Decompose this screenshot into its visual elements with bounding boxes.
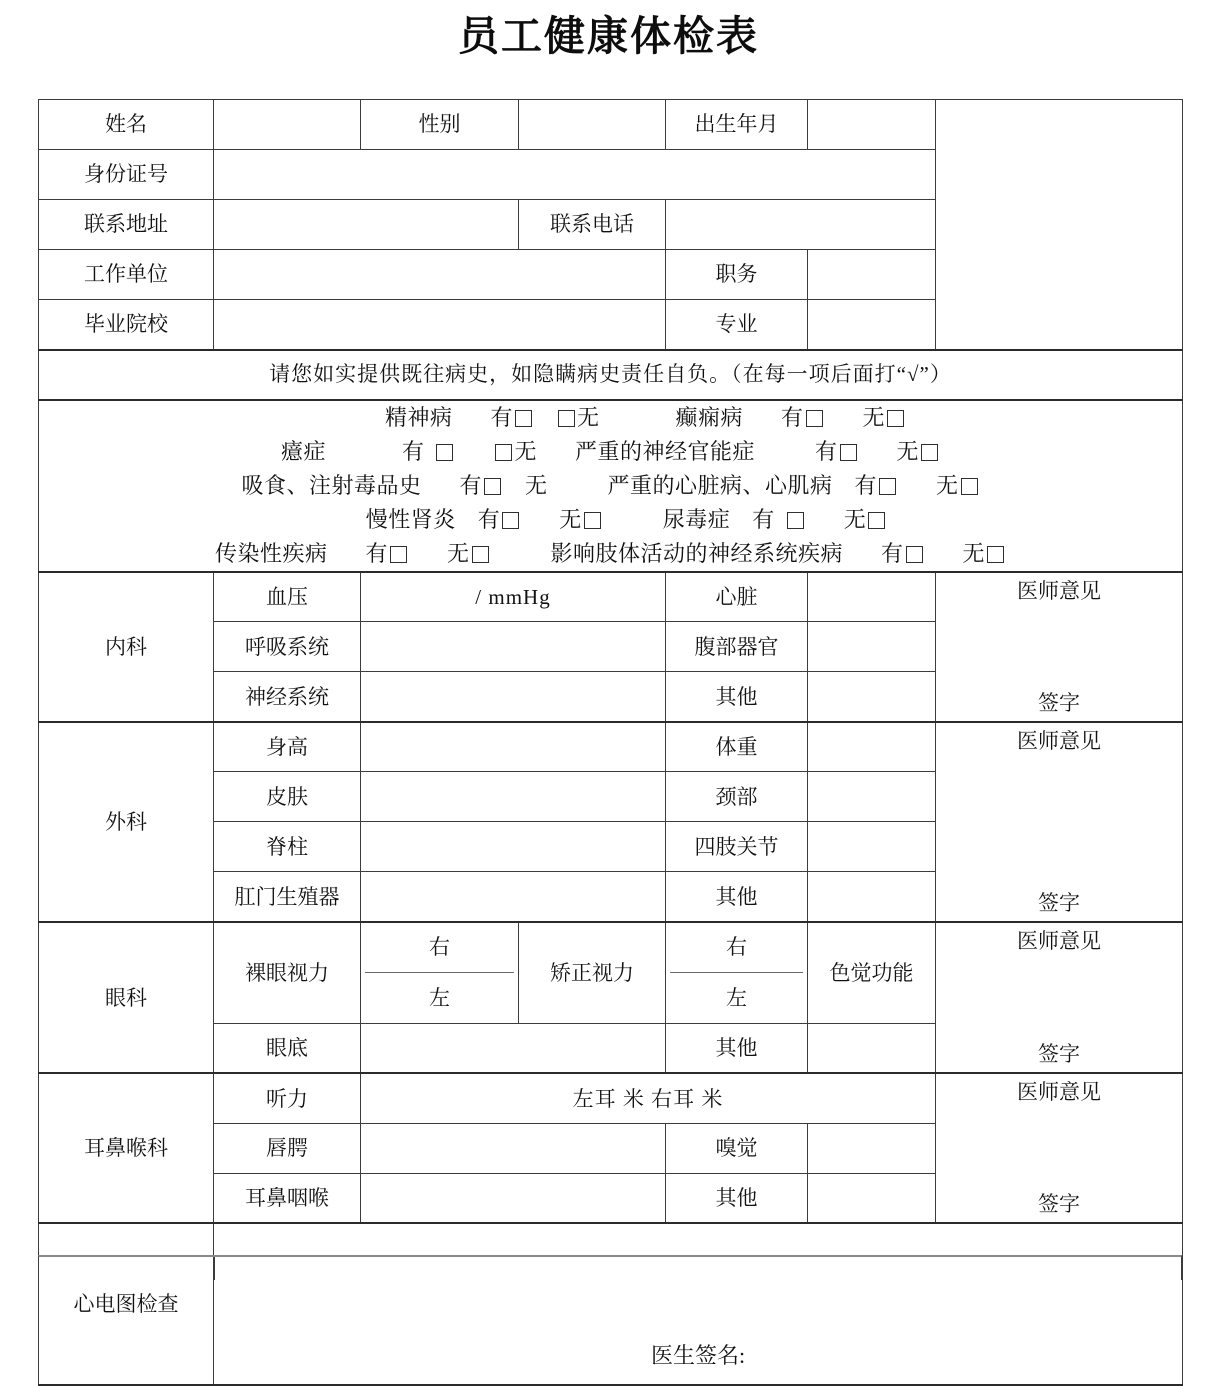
field-internal-other[interactable]: [808, 672, 936, 722]
checkbox-hysteria-no[interactable]: [495, 444, 512, 461]
label-respiratory: 呼吸系统: [214, 622, 361, 672]
history-line-2: [43, 435, 1178, 469]
history-label-uremia: 尿毒症: [662, 506, 731, 532]
checkbox-uremia-no[interactable]: [868, 512, 885, 529]
label-surgery-other: 其他: [666, 872, 808, 922]
corrected-vision-left[interactable]: 左: [726, 985, 747, 1010]
checkbox-uremia-yes[interactable]: [787, 512, 804, 529]
history-no-label: 无: [843, 506, 867, 532]
history-notice-text: 请您如实提供既往病史，如隐瞒病史责任自负。（在每一项后面打“√”）: [39, 350, 1183, 400]
naked-vision-values: [361, 922, 519, 1024]
field-school[interactable]: [214, 300, 666, 350]
field-ophthalmology-other[interactable]: [808, 1023, 936, 1073]
history-label-hysteria: 癔症: [280, 438, 326, 464]
history-item-uremia: [663, 503, 888, 537]
ent-doctor-opinion: 医师意见: [1017, 1080, 1101, 1105]
label-nervous-system: 神经系统: [214, 672, 361, 722]
label-phone: 联系电话: [519, 200, 666, 250]
history-yes-label: 有: [881, 540, 904, 566]
history-label-neurosis: 严重的神经官能症: [575, 438, 756, 464]
label-gender: 性别: [361, 100, 519, 150]
label-position: 职务: [666, 250, 808, 300]
field-major[interactable]: [808, 300, 936, 350]
surgery-signature[interactable]: 签字: [1038, 890, 1080, 915]
naked-vision-right[interactable]: 右: [365, 923, 514, 973]
field-surgery-other[interactable]: [808, 872, 936, 922]
field-gender[interactable]: [519, 100, 666, 150]
field-name[interactable]: [214, 100, 361, 150]
naked-vision-left[interactable]: 左: [429, 985, 450, 1010]
field-ear-nose-throat[interactable]: [361, 1173, 666, 1223]
history-line-4: [43, 503, 1178, 537]
internal-doctor-opinion: 医师意见: [1017, 578, 1101, 603]
ophthalmology-signature[interactable]: 签字: [1038, 1042, 1080, 1067]
history-checkbox-block: [39, 400, 1183, 572]
checkbox-epilepsy-no[interactable]: [887, 410, 904, 427]
label-ophthalmology-other: 其他: [666, 1023, 808, 1073]
field-lip-palate[interactable]: [361, 1123, 666, 1173]
field-spine[interactable]: [361, 822, 666, 872]
field-id-number[interactable]: [214, 150, 936, 200]
history-yes-label: 有: [459, 472, 482, 498]
ent-signature[interactable]: 签字: [1038, 1192, 1080, 1217]
label-hearing: 听力: [214, 1073, 361, 1123]
label-weight: 体重: [666, 722, 808, 772]
form-table: [38, 99, 1183, 1386]
surgery-doctor-cell: [936, 722, 1183, 922]
checkbox-neuro-limb-yes[interactable]: [906, 546, 923, 563]
checkbox-infectious-yes[interactable]: [390, 546, 407, 563]
label-ear-nose-throat: 耳鼻咽喉: [214, 1173, 361, 1223]
label-anus-genitals: 肛门生殖器: [214, 872, 361, 922]
checkbox-nephritis-no[interactable]: [584, 512, 601, 529]
history-yes-label: 有: [854, 472, 878, 498]
tail-divider: [214, 1257, 215, 1280]
history-item-infectious: [215, 537, 491, 571]
history-label-drug-use: 吸食、注射毒品史: [241, 472, 422, 498]
history-yes-label: 有: [752, 506, 775, 532]
label-name: 姓名: [39, 100, 214, 150]
history-item-hysteria: [281, 435, 537, 469]
field-address[interactable]: [214, 200, 519, 250]
label-ent-other: 其他: [666, 1173, 808, 1223]
checkbox-psychosis-yes[interactable]: [515, 410, 532, 427]
row-ecg: [39, 1223, 1183, 1385]
form-tail-row: [38, 1255, 1182, 1280]
history-item-epilepsy: [676, 401, 907, 435]
field-ent-other[interactable]: [808, 1173, 936, 1223]
history-line-3: [43, 469, 1178, 503]
label-id-number: 身份证号: [39, 150, 214, 200]
label-birth: 出生年月: [666, 100, 808, 150]
field-abdominal-organs[interactable]: [808, 622, 936, 672]
label-address: 联系地址: [39, 200, 214, 250]
checkbox-psychosis-no[interactable]: [558, 410, 575, 427]
corrected-vision-right[interactable]: 右: [670, 923, 803, 973]
info-spacer-cell: [936, 100, 1183, 350]
label-major: 专业: [666, 300, 808, 350]
label-school: 毕业院校: [39, 300, 214, 350]
history-yes-label: 有: [365, 540, 388, 566]
field-skin[interactable]: [361, 772, 666, 822]
field-birth[interactable]: [808, 100, 936, 150]
corrected-vision-values: [666, 922, 808, 1024]
department-surgery: 外科: [39, 722, 214, 922]
row-surgery-1: [39, 722, 1183, 772]
history-line-5: [43, 537, 1178, 571]
label-work-unit: 工作单位: [39, 250, 214, 300]
checkbox-neurosis-yes[interactable]: [840, 444, 857, 461]
history-label-psychosis: 精神病: [384, 404, 453, 430]
history-line-1: [43, 401, 1178, 435]
label-internal-other: 其他: [666, 672, 808, 722]
surgery-doctor-opinion: 医师意见: [1017, 728, 1101, 753]
history-no-label: 无: [514, 438, 537, 464]
label-neck: 颈部: [666, 772, 808, 822]
checkbox-heart-disease-yes[interactable]: [879, 478, 896, 495]
history-item-neurosis: [575, 435, 940, 469]
department-internal: 内科: [39, 572, 214, 722]
label-naked-vision: 裸眼视力: [214, 922, 361, 1024]
row-name-gender-birth: [39, 100, 1183, 150]
checkbox-drug-use-yes[interactable]: [484, 478, 501, 495]
history-no-label: 无: [862, 404, 886, 430]
label-heart: 心脏: [666, 572, 808, 622]
health-exam-form: [38, 99, 1182, 1386]
history-no-label: 无: [576, 404, 600, 430]
history-no-label: 无: [962, 540, 986, 566]
history-no-label: 无: [446, 540, 470, 566]
label-lip-palate: 唇腭: [214, 1123, 361, 1173]
internal-signature[interactable]: 签字: [1038, 690, 1080, 715]
row-internal-1: [39, 572, 1183, 622]
checkbox-neuro-limb-no[interactable]: [987, 546, 1004, 563]
label-skin: 皮肤: [214, 772, 361, 822]
history-yes-label: 有: [781, 404, 804, 430]
history-yes-label: 有: [490, 404, 513, 430]
department-ecg: 心电图检查: [39, 1223, 214, 1385]
history-label-neuro-limb: 影响肢体活动的神经系统疾病: [550, 540, 844, 566]
field-nervous-system[interactable]: [361, 672, 666, 722]
label-abdominal-organs: 腹部器官: [666, 622, 808, 672]
history-label-epilepsy: 癫痫病: [675, 404, 744, 430]
field-blood-pressure[interactable]: / mmHg: [361, 572, 666, 622]
label-height: 身高: [214, 722, 361, 772]
history-yes-label: 有: [815, 438, 838, 464]
label-blood-pressure: 血压: [214, 572, 361, 622]
field-heart[interactable]: [808, 572, 936, 622]
history-item-drug-use: [241, 469, 547, 503]
field-fundus[interactable]: [361, 1023, 666, 1073]
page-title: 员工健康体检表: [458, 13, 759, 59]
label-smell: 嗅觉: [666, 1123, 808, 1173]
row-ophthalmology-1: [39, 922, 1183, 1024]
row-history-notice: [39, 350, 1183, 400]
ophthalmology-doctor-cell: [936, 922, 1183, 1074]
history-item-nephritis: [366, 503, 603, 537]
checkbox-epilepsy-yes[interactable]: [806, 410, 823, 427]
history-yes-label: 有: [401, 438, 425, 464]
field-height[interactable]: [361, 722, 666, 772]
department-ent: 耳鼻喉科: [39, 1073, 214, 1223]
label-limb-joints: 四肢关节: [666, 822, 808, 872]
label-corrected-vision: 矫正视力: [519, 922, 666, 1024]
ecg-doctor-signature-label[interactable]: 医生签名:: [650, 1343, 746, 1369]
checkbox-infectious-no[interactable]: [472, 546, 489, 563]
field-phone[interactable]: [666, 200, 936, 250]
field-weight[interactable]: [808, 722, 936, 772]
history-yes-label: 有: [477, 506, 501, 532]
field-hearing[interactable]: 左耳 米 右耳 米: [361, 1073, 936, 1123]
checkbox-nephritis-yes[interactable]: [502, 512, 519, 529]
history-item-neuro-limb: [551, 537, 1007, 571]
history-no-label: 无: [559, 506, 582, 532]
field-limb-joints[interactable]: [808, 822, 936, 872]
row-ent-1: [39, 1073, 1183, 1123]
checkbox-heart-disease-no[interactable]: [961, 478, 978, 495]
field-work-unit[interactable]: [214, 250, 666, 300]
department-ophthalmology: 眼科: [39, 922, 214, 1074]
field-respiratory[interactable]: [361, 622, 666, 672]
history-no-label: 无: [896, 438, 920, 464]
field-position[interactable]: [808, 250, 936, 300]
ent-doctor-cell: [936, 1073, 1183, 1223]
history-item-heart-disease: [608, 469, 980, 503]
label-color-vision: 色觉功能: [808, 922, 936, 1024]
checkbox-hysteria-yes[interactable]: [436, 444, 453, 461]
ecg-result-cell[interactable]: [214, 1223, 1183, 1385]
history-label-nephritis: 慢性肾炎: [365, 506, 456, 532]
internal-doctor-cell: [936, 572, 1183, 722]
row-history-checkboxes: [39, 400, 1183, 572]
history-no-label: 无: [936, 472, 959, 498]
history-no-label: 无: [524, 472, 548, 498]
field-neck[interactable]: [808, 772, 936, 822]
field-smell[interactable]: [808, 1123, 936, 1173]
checkbox-neurosis-no[interactable]: [921, 444, 938, 461]
history-label-heart-disease: 严重的心脏病、心肌病: [607, 472, 833, 498]
label-fundus: 眼底: [214, 1023, 361, 1073]
history-item-psychosis: [385, 401, 600, 435]
field-anus-genitals[interactable]: [361, 872, 666, 922]
label-spine: 脊柱: [214, 822, 361, 872]
ophthalmology-doctor-opinion: 医师意见: [1017, 928, 1101, 953]
history-label-infectious: 传染性疾病: [214, 540, 328, 566]
